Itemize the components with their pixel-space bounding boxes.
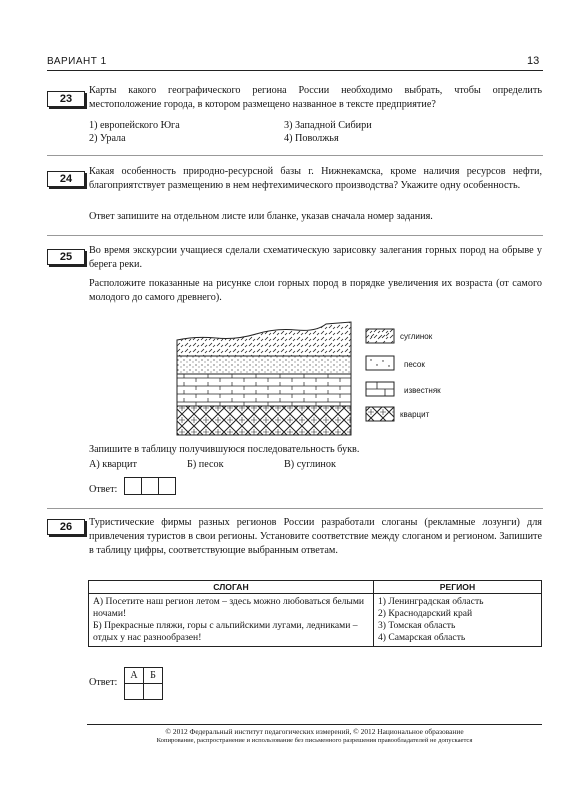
footer-divider	[87, 724, 542, 725]
layer-limestone	[177, 374, 351, 406]
q25-answer-label: Ответ:	[89, 484, 118, 495]
legend-limestone: известняк	[404, 386, 441, 395]
header-slogan: СЛОГАН	[89, 581, 374, 594]
layer-quartzite	[177, 406, 351, 435]
q25-option-a: А) кварцит	[89, 459, 137, 470]
answer-cell[interactable]	[159, 478, 175, 494]
question-number-24: 24	[47, 171, 85, 187]
q25-answer-cells[interactable]	[124, 477, 176, 495]
q25-option-b: Б) песок	[187, 459, 224, 470]
question-26-text: Туристические фирмы разных регионов России разработали слоганы (рекламные лозунги) для привлечения туристов в свои регионы. Установите соответствие между слоганом и регионом. Запишите в таблицу цифры, соответствующие выбранным ответам.	[89, 517, 542, 556]
answer-col-a: А	[125, 668, 144, 684]
question-24-note: Ответ запишите на отдельном листе или бланке, указав сначала номер задания.	[89, 211, 433, 222]
footer-copyright: © 2012 Федеральный институт педагогических измерений, © 2012 Национальное образование	[165, 727, 464, 736]
legend-sand-swatch	[365, 355, 395, 371]
legend-loam-swatch	[365, 328, 395, 344]
q23-option-4: 4) Поволжья	[284, 133, 339, 144]
slogans-cell	[89, 594, 374, 647]
region-4: 4) Самарская область	[378, 632, 466, 643]
answer-cell-a[interactable]	[125, 684, 144, 700]
region-3: 3) Томская область	[378, 620, 456, 631]
separator	[47, 155, 543, 156]
layer-sand	[177, 356, 351, 374]
header-region: РЕГИОН	[374, 581, 542, 594]
question-24-text: Какая особенность природно-ресурсной базы г. Нижнекамска, кроме наличия ресурсов нефти, благоприятствует размещению в нем нефтехимического производства? Укажите одну особенность.	[89, 166, 542, 191]
question-25-text: Во время экскурсии учащиеся сделали схематическую зарисовку залегания горных пород на обрыве у берега реки.	[89, 245, 542, 270]
legend-loam: суглинок	[400, 332, 433, 341]
rock-layers-figure	[176, 318, 352, 436]
page-number: 13	[527, 55, 540, 67]
separator	[47, 235, 543, 236]
regions-cell	[374, 594, 542, 647]
legend-sand: песок	[404, 360, 425, 369]
question-number-25: 25	[47, 249, 85, 265]
slogan-region-table	[88, 580, 542, 647]
layer-loam	[177, 322, 351, 356]
answer-cell[interactable]	[142, 478, 159, 494]
separator	[47, 508, 543, 509]
q25-option-c: В) суглинок	[284, 459, 336, 470]
question-number-23: 23	[47, 91, 85, 107]
legend-limestone-swatch	[365, 381, 395, 397]
question-25-instruction: Расположите показанные на рисунке слои горных пород в порядке увеличения их возраста (от самого молодого до самого древнего).	[89, 278, 542, 303]
slogan-a: А) Посетите наш регион летом – здесь можно любоваться белыми ночами!	[93, 596, 365, 619]
q23-option-1: 1) европейского Юга	[89, 120, 180, 131]
header-divider	[47, 70, 543, 71]
question-number-26: 26	[47, 519, 85, 535]
question-23-text: Карты какого географического региона России необходимо выбрать, чтобы определить местоположение города, в котором размещено названное в тексте предприятие?	[89, 85, 542, 110]
q23-option-2: 2) Урала	[89, 133, 126, 144]
q26-answer-grid	[124, 667, 163, 700]
slogan-b: Б) Прекрасные пляжи, горы с альпийскими лугами, ледниками – отдых у нас разнообразен!	[93, 620, 358, 643]
answer-col-b: Б	[144, 668, 163, 684]
answer-cell-b[interactable]	[144, 684, 163, 700]
legend-quartzite: кварцит	[400, 410, 430, 419]
region-1: 1) Ленинградская область	[378, 596, 484, 607]
q23-option-3: 3) Западной Сибири	[284, 120, 372, 131]
footer-notice: Копирование, распространение и использование без письменного разрешения правообладателей не допускается	[156, 737, 473, 744]
question-25-write: Запишите в таблицу получившуюся последовательность букв.	[89, 444, 360, 455]
region-2: 2) Краснодарский край	[378, 608, 473, 619]
answer-cell[interactable]	[125, 478, 142, 494]
legend-quartzite-swatch	[365, 406, 395, 422]
variant-label: ВАРИАНТ 1	[47, 56, 107, 67]
q26-answer-label: Ответ:	[89, 677, 118, 688]
